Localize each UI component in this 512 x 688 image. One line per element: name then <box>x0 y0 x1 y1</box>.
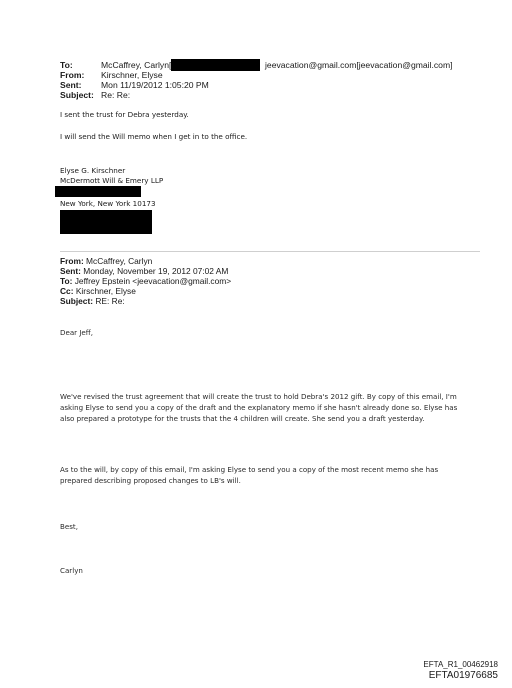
redaction-box <box>55 186 141 197</box>
subject-value: Re: Re: <box>101 90 131 100</box>
subject-label: Subject: <box>60 90 94 100</box>
sender-name: Carlyn <box>60 566 83 575</box>
body-paragraph-1: We've revised the trust agreement that will create the trust to hold Debra's 2012 gift. By copy of this email, I'm asking Elyse to send you a copy of the draft and the explanatory memo if she hasn't already done so. Elyse has also prepared a prototype for the trusts that the 4 children will create. She send you a draft yesterday. <box>60 392 458 423</box>
redaction-box <box>60 210 152 234</box>
to-label: To: <box>60 60 73 70</box>
greeting: Dear Jeff, <box>60 328 93 337</box>
from-value: Kirschner, Elyse <box>101 70 163 80</box>
orig-cc-label: Cc: <box>60 286 74 296</box>
orig-sent-label: Sent: <box>60 266 81 276</box>
footer-id-2: EFTA01976685 <box>428 670 498 681</box>
orig-to-label: To: <box>60 276 73 286</box>
orig-to-value: Jeffrey Epstein <jeevacation@gmail.com> <box>72 276 232 286</box>
closing: Best, <box>60 522 78 531</box>
orig-subject-value: RE: Re: <box>93 296 125 306</box>
orig-subject-label: Subject: <box>60 296 94 306</box>
sent-label: Sent: <box>60 80 82 90</box>
body-paragraph-2: As to the will, by copy of this email, I'm asking Elyse to send you a copy of the most recent memo she has prepared describing proposed changes to LB's will. <box>60 465 439 485</box>
reply-line-1: I sent the trust for Debra yesterday. <box>60 110 189 119</box>
original-header <box>60 256 231 306</box>
orig-cc-value: Kirschner, Elyse <box>73 286 136 296</box>
orig-from-value: McCaffrey, Carlyn <box>83 256 153 266</box>
sent-value: Mon 11/19/2012 1:05:20 PM <box>101 80 209 90</box>
signature-name: Elyse G. Kirschner <box>60 166 126 175</box>
reply-line-2: I will send the Will memo when I get in to the office. <box>60 132 248 141</box>
signature-firm: McDermott Will & Emery LLP <box>60 176 164 185</box>
signature-city: New York, New York 10173 <box>60 199 156 208</box>
footer-id-1: EFTA_R1_00462918 <box>423 660 498 669</box>
from-label: From: <box>60 70 85 80</box>
to-email: jeevacation@gmail.com[jeevacation@gmail.com] <box>265 60 453 70</box>
to-value: McCaffrey, Carlyn[ <box>101 60 172 70</box>
orig-from-label: From: <box>60 256 84 266</box>
divider <box>60 251 480 252</box>
redaction-box <box>171 59 260 71</box>
orig-sent-value: Monday, November 19, 2012 07:02 AM <box>80 266 229 276</box>
